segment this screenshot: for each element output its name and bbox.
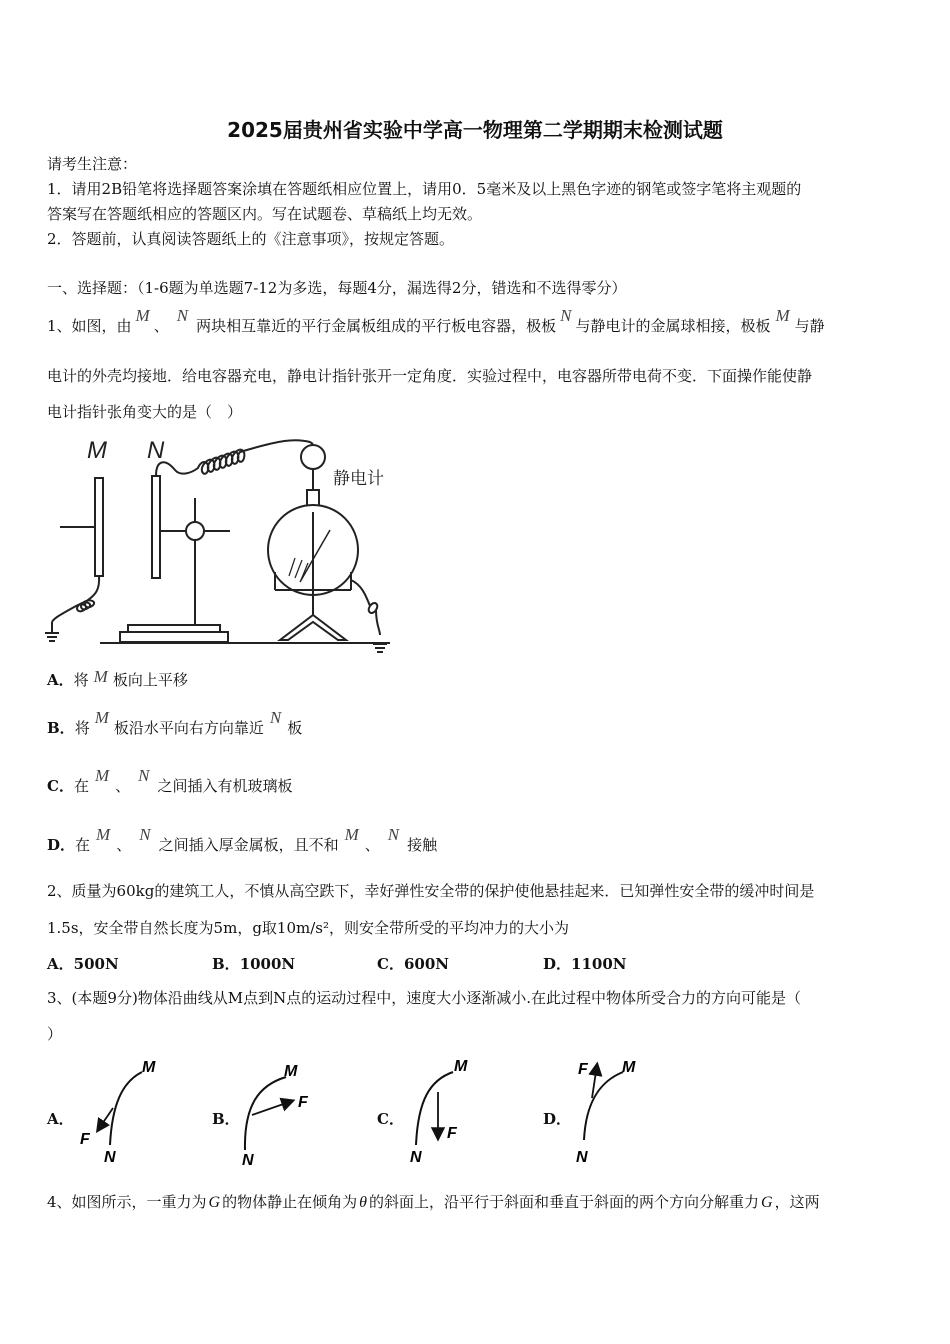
q3-option-a-figure[interactable] xyxy=(72,1050,172,1170)
spring-n xyxy=(156,440,313,476)
figure-label-meter: 静电计 xyxy=(333,469,384,488)
svg-text:N: N xyxy=(104,1149,116,1166)
q2-line-2: 1.5s，安全带自然长度为5m，g取10m/s²，则安全带所受的平均冲力的大小为 xyxy=(47,919,569,937)
q1-option-b[interactable]: B．将M板沿水平向右方向靠近N板 xyxy=(47,708,303,737)
q1-line-2: 电计的外壳均接地．给电容器充电，静电计指针张开一定角度．实验过程中，电容器所带电荷不变．下面操作能使静 xyxy=(47,367,813,385)
meter-ball xyxy=(301,445,325,469)
q1-option-d[interactable]: D．在M、N之间插入厚金属板，且不和M、N接触 xyxy=(47,825,438,854)
figure-label-n: N xyxy=(147,437,165,464)
q2-option-c[interactable]: C．600N xyxy=(377,955,449,973)
notice-line-1b: 答案写在答题纸相应的答题区内。写在试题卷、草稿纸上均无效。 xyxy=(47,205,483,223)
svg-text:F: F xyxy=(447,1125,457,1142)
q3-option-b-label[interactable]: B． xyxy=(212,1110,240,1128)
q3-option-d-label[interactable]: D． xyxy=(543,1110,572,1128)
q2-option-b[interactable]: B．1000N xyxy=(212,955,296,973)
q4-line-1: 4、如图所示，一重力为 G 的物体静止在倾角为 θ 的斜面上，沿平行于斜面和垂直于斜面的两个方向分解重力 G ，这两 xyxy=(47,1193,820,1211)
q3-option-c-label[interactable]: C． xyxy=(377,1110,404,1128)
q1-line-3: 电计指针张角变大的是（ ） xyxy=(47,403,243,421)
q1-line-1: 1、如图，由M、N两块相互靠近的平行金属板组成的平行板电容器，极板N与静电计的金属球相接，极板M与静 xyxy=(47,306,825,335)
svg-text:M: M xyxy=(622,1059,636,1076)
section-heading: 一、选择题：（1-6题为单选题7-12为多选，每题4分，漏选得2分，错选和不选得零分） xyxy=(47,279,627,297)
plate-n xyxy=(152,476,160,578)
plate-m xyxy=(95,478,103,576)
notice-heading: 请考生注意： xyxy=(47,155,138,173)
notice-line-1a: 1．请用2B铅笔将选择题答案涂填在答题纸相应位置上，请用0．5毫米及以上黑色字迹的钢笔或签字笔将主观题的 xyxy=(47,180,802,198)
svg-text:N: N xyxy=(576,1149,588,1166)
svg-text:F: F xyxy=(298,1094,308,1111)
q3-option-b-figure[interactable] xyxy=(234,1055,334,1175)
svg-text:F: F xyxy=(80,1131,90,1148)
spring-m xyxy=(52,576,99,622)
page-title: 2025届贵州省实验中学高一物理第二学期期末检测试题 xyxy=(227,118,723,142)
figure-label-m: M xyxy=(87,437,107,464)
q3-option-c-figure[interactable] xyxy=(400,1050,500,1170)
q3-line-2: ） xyxy=(47,1025,63,1043)
q1-option-a[interactable]: A．将 M 板向上平移 xyxy=(47,667,188,689)
q1-figure xyxy=(40,430,400,660)
q3-option-d-figure[interactable] xyxy=(568,1050,668,1170)
q2-option-d[interactable]: D．1100N xyxy=(543,955,627,973)
svg-text:M: M xyxy=(284,1063,298,1080)
svg-text:F: F xyxy=(578,1061,588,1078)
svg-text:N: N xyxy=(410,1149,422,1166)
svg-text:N: N xyxy=(242,1152,254,1169)
notice-line-2: 2．答题前，认真阅读答题纸上的《注意事项》，按规定答题。 xyxy=(47,230,455,248)
q3-line-1: 3、(本题9分)物体沿曲线从M点到N点的运动过程中，速度大小逐渐减小.在此过程中物体所受合力的方向可能是（ xyxy=(47,989,802,1007)
q2-line-1: 2、质量为60kg的建筑工人，不慎从高空跌下，幸好弹性安全带的保护使他悬挂起来．已知弹性安全带的缓冲时间是 xyxy=(47,882,815,900)
svg-text:M: M xyxy=(454,1058,468,1075)
svg-text:M: M xyxy=(142,1059,156,1076)
q2-option-a[interactable]: A．500N xyxy=(47,955,119,973)
q3-option-a-label[interactable]: A． xyxy=(47,1110,74,1128)
q1-option-c[interactable]: C．在M、N之间插入有机玻璃板 xyxy=(47,766,293,795)
spring-meter xyxy=(351,580,380,635)
